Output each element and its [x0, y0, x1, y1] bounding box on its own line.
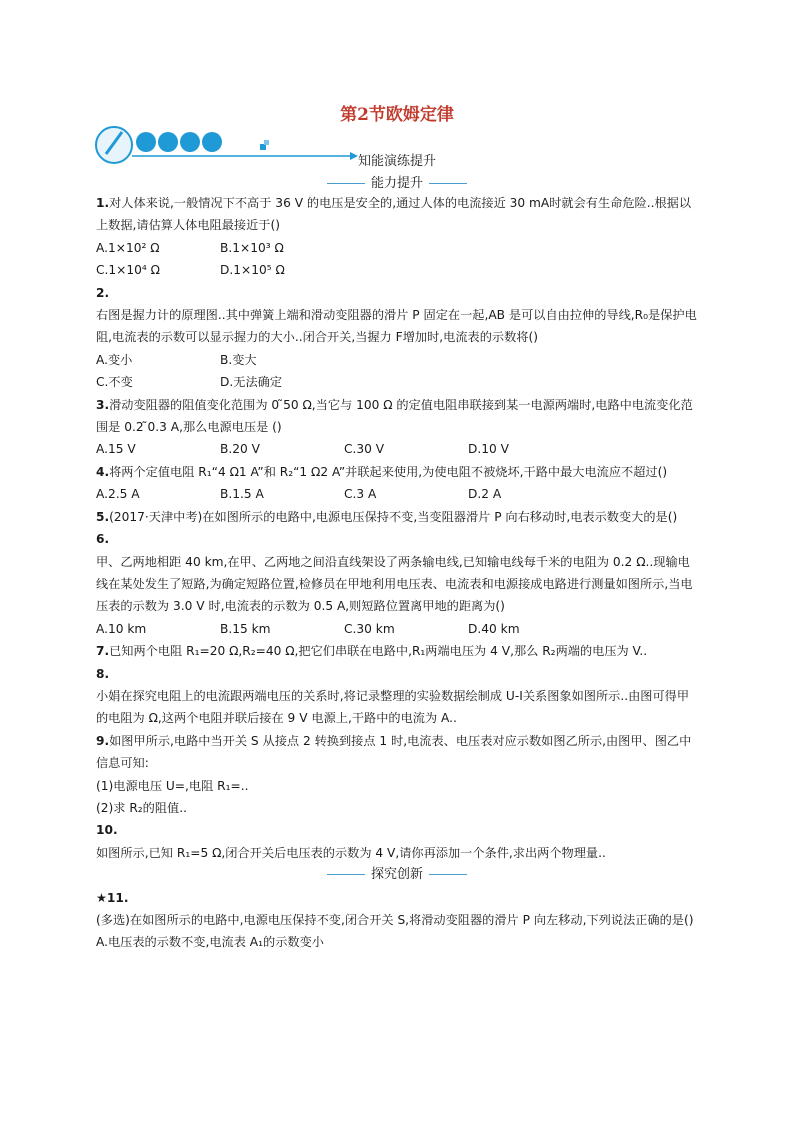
- question-11-number: ★11.: [96, 890, 129, 905]
- question-8: 小娟在探究电阻上的电流跟两端电压的关系时,将记录整理的实验数据绘制成 U-I关系图象如图所示..由图可得甲的电阻为 Ω,这两个电阻并联后接在 9 V 电源上,干路中的电流为 A..: [96, 688, 690, 726]
- option-d: D.10 V: [468, 442, 509, 457]
- question-5: 5.(2017·天津中考)在如图所示的电路中,电源电压保持不变,当变阻器滑片 P 向右移动时,电表示数变大的是(): [96, 509, 678, 524]
- section-title: 探究创新: [370, 867, 423, 883]
- section-banner-graphic: [92, 124, 392, 166]
- question-6-number: 6.: [96, 532, 110, 547]
- option-a: A.1×10² Ω: [96, 240, 160, 255]
- option-c: C.不变: [96, 375, 133, 390]
- banner-label: 知能演练提升: [358, 154, 437, 169]
- options-row: [96, 259, 700, 281]
- option-d: D.2 A: [468, 487, 502, 502]
- options-row: [96, 371, 700, 393]
- question-9: 9.如图甲所示,电路中当开关 S 从接点 2 转换到接点 1 时,电流表、电压表对应示数如图乙所示,由图甲、图乙中信息可知:: [96, 733, 692, 771]
- option-b: B.1.5 A: [220, 487, 264, 502]
- section-heading-ability: [0, 172, 794, 191]
- options-row: [96, 618, 700, 640]
- option-d: D.40 km: [468, 621, 520, 636]
- options-row: [96, 438, 700, 460]
- question-11: (多选)在如图所示的电路中,电源电压保持不变,闭合开关 S,将滑动变阻器的滑片 P 向左移动,下列说法正确的是(): [96, 913, 694, 927]
- options-row: [96, 483, 700, 505]
- option-a: A.2.5 A: [96, 487, 140, 502]
- section-heading-explore: [0, 864, 794, 886]
- question-3: 3.滑动变阻器的阻值变化范围为 0 ̃50 Ω,当它与 100 Ω 的定值电阻串联接到某一电源两端时,电路中电流变化范围是 0.2 ̃0.3 A,那么电源电压是 (): [96, 397, 693, 435]
- question-1: 1.对人体来说,一般情况下不高于 36 V 的电压是安全的,通过人体的电流接近 30 mA时就会有生命危险..根据以上数据,请估算人体电阻最接近于(): [96, 196, 692, 233]
- question-2-number: 2.: [96, 285, 110, 300]
- option-b: B.20 V: [220, 442, 260, 457]
- option-c: C.1×10⁴ Ω: [96, 263, 160, 278]
- option-a: A.10 km: [96, 621, 147, 636]
- page-title: 第2节欧姆定律: [340, 105, 454, 125]
- question-8-number: 8.: [96, 666, 110, 681]
- option-b: B.15 km: [220, 621, 271, 636]
- option-a: A.15 V: [96, 442, 136, 457]
- option-b: B.变大: [220, 352, 257, 367]
- option-a: A.电压表的示数不变,电流表 A₁的示数变小: [96, 935, 324, 950]
- option-b: B.1×10³ Ω: [220, 240, 284, 255]
- question-10-number: 10.: [96, 823, 118, 838]
- question-6: 甲、乙两地相距 40 km,在甲、乙两地之间沿直线架设了两条输电线,已知输电线每千米的电阻为 0.2 Ω..现输电线在某处发生了短路,为确定短路位置,检修员在甲地利用电压表、电流表和电源接成电路进行测量如图所示,当电压表的示数为 3.0 V 时,电流表的示数为 0.5 A,则短路位置离甲地的距离为(): [96, 554, 693, 614]
- option-c: C.30 km: [344, 621, 395, 636]
- section-title: 能力提升: [370, 176, 423, 191]
- question-2: 右图是握力计的原理图..其中弹簧上端和滑动变阻器的滑片 P 固定在一起,AB 是可以自由拉伸的导线,R₀是保护电阻,电流表的示数可以显示握力的大小..闭合开关,当握力 F增加时,电流表的示数将(): [96, 308, 697, 345]
- option-c: C.3 A: [344, 487, 377, 502]
- question-9-part-2: (2)求 R₂的阻值..: [96, 800, 187, 815]
- option-d: D.1×10⁵ Ω: [220, 263, 285, 278]
- question-7: 7.已知两个电阻 R₁=20 Ω,R₂=40 Ω,把它们串联在电路中,R₁两端电压为 4 V,那么 R₂两端的电压为 V..: [96, 644, 648, 659]
- question-list: [96, 192, 700, 954]
- option-a: A.变小: [96, 352, 133, 367]
- options-row: [96, 349, 700, 371]
- options-row: [96, 237, 700, 259]
- question-4: 4.将两个定值电阻 R₁“4 Ω1 A”和 R₂“1 Ω2 A”并联起来使用,为使电阻不被烧坏,干路中最大电流应不超过(): [96, 464, 668, 479]
- question-10: 如图所示,已知 R₁=5 Ω,闭合开关后电压表的示数为 4 V,请你再添加一个条件,求出两个物理量..: [96, 845, 606, 860]
- option-d: D.无法确定: [220, 375, 283, 390]
- question-9-part-1: (1)电源电压 U=,电阻 R₁=..: [96, 778, 249, 793]
- option-c: C.30 V: [344, 442, 385, 457]
